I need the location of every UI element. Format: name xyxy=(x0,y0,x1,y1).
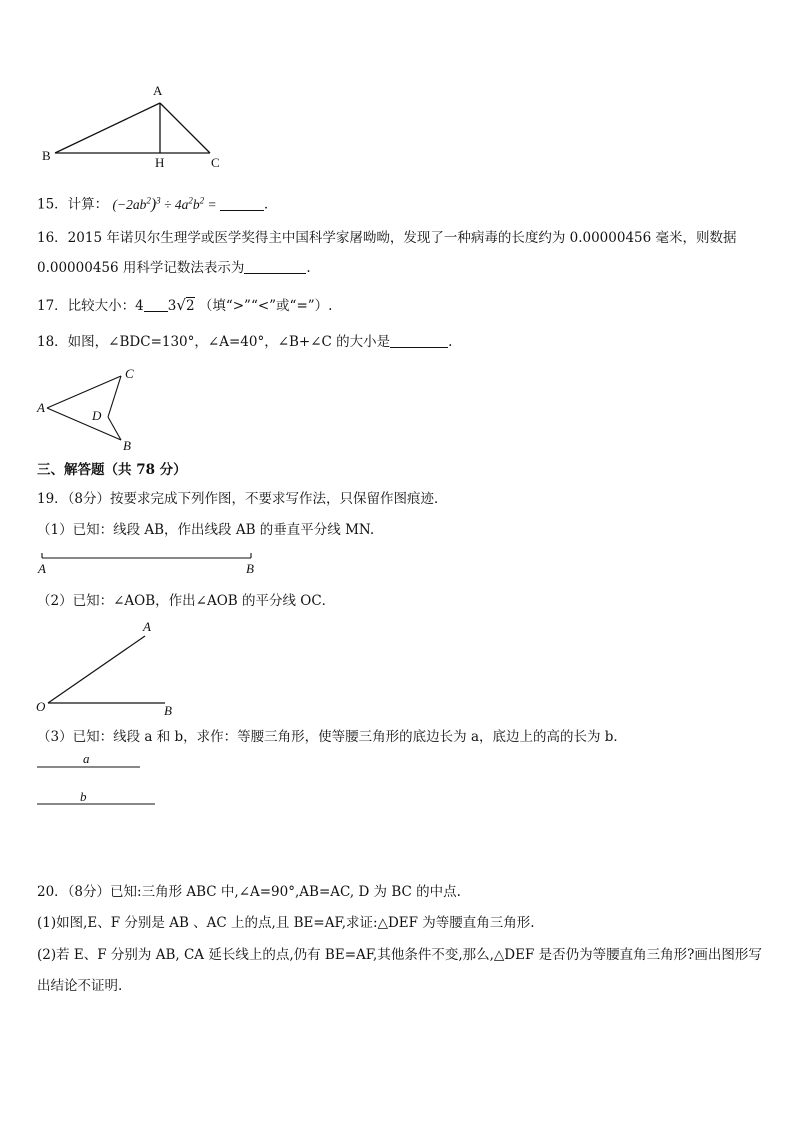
q17-num: 3 xyxy=(167,298,177,314)
q15-answer-blank[interactable] xyxy=(220,197,264,211)
angle-label-b: B xyxy=(164,703,172,718)
vertex-label-b: B xyxy=(42,148,51,163)
vertex-label-b2: B xyxy=(123,438,131,453)
q15-end: ． xyxy=(263,196,278,213)
section-heading-3: 三、解答题（共 78 分） xyxy=(37,462,187,478)
q15-exp1: 2 xyxy=(146,195,151,205)
question-19-part2: （2）已知：∠AOB，作出∠AOB 的平分线 OC． xyxy=(37,593,336,609)
q15-exp3: 2 xyxy=(199,195,205,205)
question-20-part2: (2)若 E、F 分别为 AB, CA 延长线上的点,仍有 BE=AF,其他条件不变,那么,△DEF 是否仍为等腰直角三角形?画出图形写 xyxy=(37,947,762,963)
q15-div: ÷ 4 xyxy=(164,196,182,212)
q15-a: a xyxy=(181,196,189,212)
q18-end: . xyxy=(448,334,453,350)
q18-answer-blank[interactable] xyxy=(390,334,448,348)
q15-eq: = xyxy=(207,196,217,212)
q16-answer-blank[interactable] xyxy=(244,260,306,274)
segment-ab-figure xyxy=(42,553,251,558)
question-15 xyxy=(37,191,277,214)
question-17 xyxy=(37,296,332,315)
q15-expr-close: ) xyxy=(150,195,157,213)
question-16-line1: 16．2015 年诺贝尔生理学或医学奖得主中国科学家屠呦呦，发现了一种病毒的长度约为 0.00000456 毫米，则数据 xyxy=(37,230,737,246)
segment-label-small-a: a xyxy=(83,751,90,766)
q16-end: . xyxy=(306,260,311,276)
q18-text: 18．如图，∠BDC=130°，∠A=40°，∠B+∠C 的大小是 xyxy=(37,334,391,350)
q17-radicand: 2 xyxy=(185,298,195,314)
angle-aob-figure xyxy=(48,636,165,703)
segment-label-b: B xyxy=(246,561,254,576)
vertex-label-c: C xyxy=(211,155,220,170)
question-20-part3: 出结论不证明. xyxy=(37,978,123,994)
segments-a-b-figure xyxy=(37,767,155,804)
question-20-part1: (1)如图,E、F 分别是 AB 、AC 上的点,且 BE=AF,求证:△DEF 为等腰直角三角形. xyxy=(37,915,535,931)
question-16-line2 xyxy=(37,259,311,277)
q15-exp2: 2 xyxy=(188,195,193,205)
q15-prefix: 15．计算： xyxy=(37,196,109,213)
q17-answer-blank[interactable] xyxy=(144,298,168,312)
q16-line2-text: 0.00000456 用科学记数法表示为 xyxy=(37,260,245,276)
q17-prefix: 17．比较大小：4 xyxy=(37,298,144,314)
foot-label-h: H xyxy=(155,155,165,170)
vertex-label-c2: C xyxy=(125,366,134,381)
question-20-title: 20．（8分）已知:三角形 ABC 中,∠A=90°,AB=AC, D 为 BC 的中点. xyxy=(37,884,461,900)
vertex-label-a2: A xyxy=(37,400,45,415)
q15-exp-outer: 3 xyxy=(156,195,161,205)
vertex-label-d2: D xyxy=(92,408,102,423)
question-19-part3: （3）已知：线段 a 和 b，求作：等腰三角形，使等腰三角形的底边长为 a，底边上的高的长为 b． xyxy=(37,729,627,745)
q15-expr-open: (−2 xyxy=(112,196,133,212)
question-18 xyxy=(37,333,452,351)
q17-suffix: （填“>”“<”或“=”）. xyxy=(198,298,333,314)
segment-label-small-b: b xyxy=(80,789,87,804)
question-19-title: 19．（8分）按要求完成下列作图，不要求写作法，只保留作图痕迹． xyxy=(37,491,448,507)
vertex-label-a: A xyxy=(153,83,163,98)
q15-expr-ab: ab xyxy=(132,196,147,212)
angle-label-a: A xyxy=(143,619,151,634)
sqrt-sign-icon: √ xyxy=(176,296,186,314)
question-19-part1: （1）已知：线段 AB，作出线段 AB 的垂直平分线 MN. xyxy=(37,522,375,538)
angle-label-o: O xyxy=(36,699,46,714)
q15-expression xyxy=(112,197,219,212)
q15-b: b xyxy=(192,196,200,212)
figure-abdc xyxy=(47,376,121,440)
segment-label-a: A xyxy=(38,561,46,576)
